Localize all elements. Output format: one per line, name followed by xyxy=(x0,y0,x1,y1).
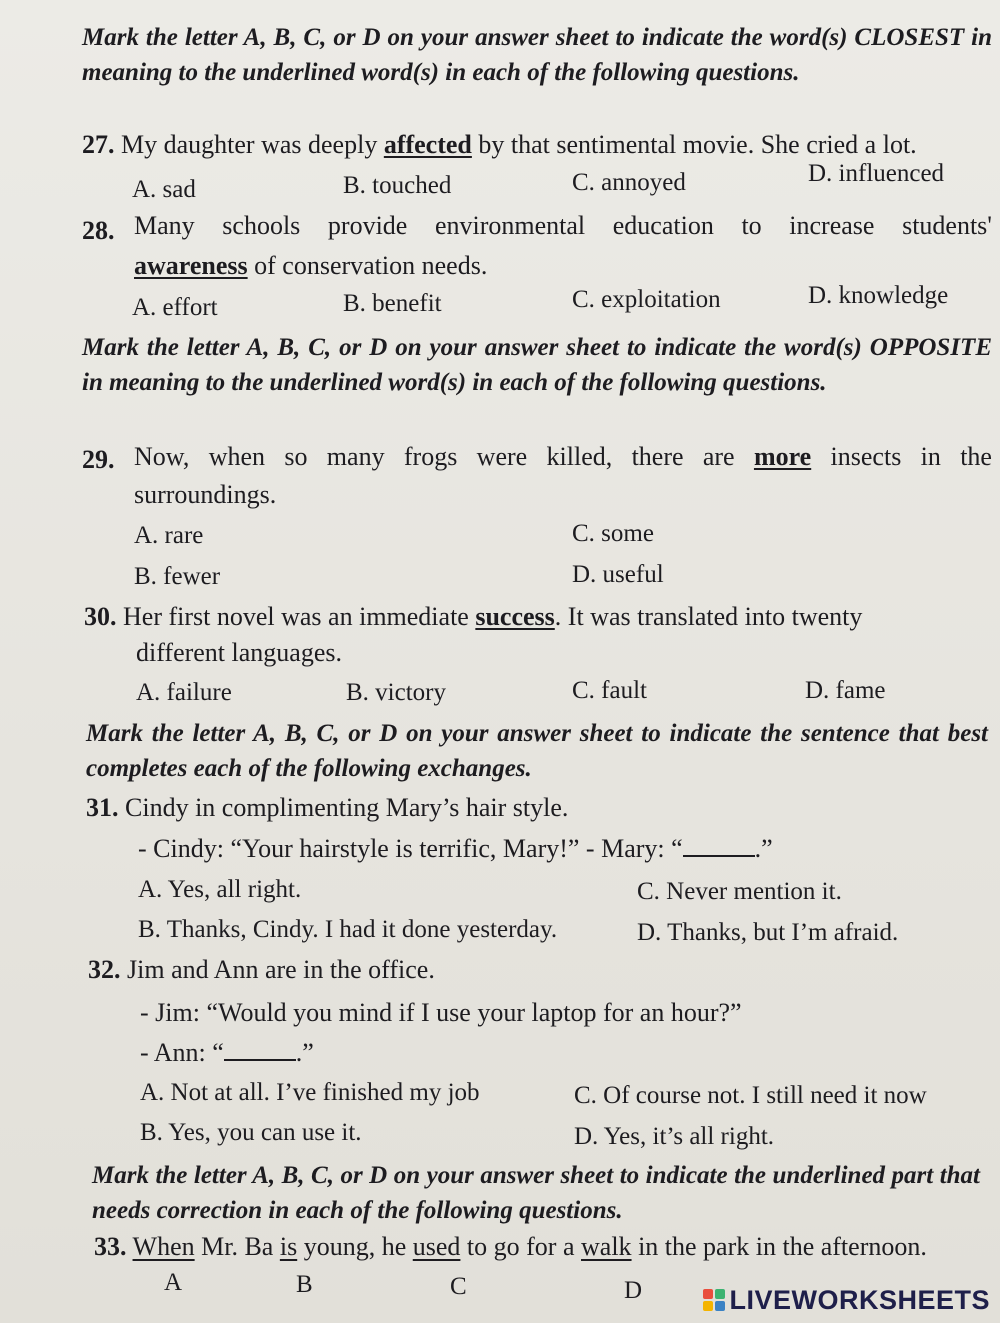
question-number: 28. xyxy=(82,216,115,245)
answer-blank[interactable] xyxy=(683,837,755,857)
liveworksheets-logo-icon xyxy=(703,1289,725,1311)
logo-square xyxy=(703,1289,713,1299)
option-28-d[interactable]: D. knowledge xyxy=(808,282,949,309)
question-text: insects in the xyxy=(811,442,992,471)
option-33-a[interactable]: A xyxy=(164,1269,183,1296)
option-30-b[interactable]: B. victory xyxy=(346,679,446,706)
question-33 xyxy=(94,1230,927,1264)
option-28-b[interactable]: B. benefit xyxy=(343,290,442,317)
option-29-d[interactable]: D. useful xyxy=(572,561,664,588)
option-28-a[interactable]: A. effort xyxy=(132,294,218,321)
question-text: in the park in the afternoon. xyxy=(631,1232,927,1261)
question-29-line-1 xyxy=(134,440,992,474)
question-text: by that sentimental movie. She cried a lot. xyxy=(471,130,917,159)
option-28-c[interactable]: C. exploitation xyxy=(572,286,721,313)
option-30-d[interactable]: D. fame xyxy=(805,677,886,704)
option-31-a[interactable]: A. Yes, all right. xyxy=(138,876,302,903)
option-32-b[interactable]: B. Yes, you can use it. xyxy=(140,1119,362,1146)
question-text: Cindy in complimenting Mary’s hair style. xyxy=(125,793,569,822)
question-text: different languages. xyxy=(136,638,342,667)
underlined-part-a: When xyxy=(132,1232,195,1261)
dialog-jim: - Jim: “Would you mind if I use your laptop for an hour?” xyxy=(140,998,742,1027)
instruction-opposite: Mark the letter A, B, C, or D on your answer sheet to indicate the word(s) OPPOSITE in meaning to the underlined word(s) in each of the following questions. xyxy=(82,334,992,396)
question-text: Many schools provide environmental education to increase students' xyxy=(134,211,992,240)
option-29-a[interactable]: A. rare xyxy=(134,522,204,549)
question-text: to go for a xyxy=(460,1232,582,1261)
option-27-a[interactable]: A. sad xyxy=(132,176,196,203)
option-27-d[interactable]: D. influenced xyxy=(808,160,945,187)
instruction-closest: Mark the letter A, B, C, or D on your answer sheet to indicate the word(s) CLOSEST in meaning to the underlined word(s) in each of the following questions. xyxy=(82,24,992,86)
dialog-text: - Cindy: “Your hairstyle is terrific, Mary!” - Mary: “ xyxy=(138,834,683,863)
underlined-part-b: is xyxy=(279,1232,298,1261)
option-30-a[interactable]: A. failure xyxy=(136,679,232,706)
question-text: Now, when so many frogs were killed, there are xyxy=(134,442,754,471)
instruction-exchanges: Mark the letter A, B, C, or D on your answer sheet to indicate the sentence that best completes each of the following exchanges. xyxy=(86,720,988,782)
option-29-c[interactable]: C. some xyxy=(572,520,654,547)
question-text: . It was translated into twenty xyxy=(554,602,863,631)
logo-square xyxy=(715,1289,725,1299)
answer-blank[interactable] xyxy=(224,1041,296,1061)
liveworksheets-logo-text: LIVEWORKSHEETS xyxy=(729,1284,990,1315)
logo-square xyxy=(715,1301,725,1311)
question-text: young, he xyxy=(297,1232,413,1261)
liveworksheets-logo xyxy=(703,1283,990,1317)
question-31-dialog xyxy=(138,832,773,866)
underlined-word: more xyxy=(753,442,812,471)
underlined-part-d: walk xyxy=(581,1232,632,1261)
dialog-text: .” xyxy=(754,834,773,863)
option-27-b[interactable]: B. touched xyxy=(343,172,452,199)
question-number: 29. xyxy=(82,445,115,474)
question-number: 27. xyxy=(82,130,115,159)
question-text: surroundings. xyxy=(134,480,277,509)
logo-square xyxy=(703,1301,713,1311)
instruction-correction: Mark the letter A, B, C, or D on your answer sheet to indicate the underlined part that needs correction in each of the following questions. xyxy=(92,1162,980,1224)
option-32-a[interactable]: A. Not at all. I’ve finished my job xyxy=(140,1079,480,1106)
option-32-c[interactable]: C. Of course not. I still need it now xyxy=(574,1082,927,1109)
dialog-text: .” xyxy=(295,1038,314,1067)
question-number: 30. xyxy=(84,602,117,631)
question-number: 32. xyxy=(88,955,121,984)
option-33-d[interactable]: D xyxy=(624,1277,643,1304)
option-32-d[interactable]: D. Yes, it’s all right. xyxy=(574,1123,775,1150)
question-text: Her first novel was an immediate xyxy=(123,602,476,631)
question-number: 33. xyxy=(94,1232,127,1261)
question-text: Jim and Ann are in the office. xyxy=(127,955,435,984)
underlined-word: success xyxy=(475,602,555,631)
underlined-word: awareness xyxy=(134,251,248,280)
question-30 xyxy=(84,600,862,634)
underlined-word: affected xyxy=(383,130,472,159)
question-27 xyxy=(82,128,917,162)
question-text: My daughter was deeply xyxy=(121,130,384,159)
option-33-b[interactable]: B xyxy=(296,1271,313,1298)
question-text: Mr. Ba xyxy=(194,1232,280,1261)
question-32 xyxy=(88,953,435,987)
option-31-d[interactable]: D. Thanks, but I’m afraid. xyxy=(637,919,899,946)
option-31-b[interactable]: B. Thanks, Cindy. I had it done yesterday. xyxy=(138,916,558,943)
option-30-c[interactable]: C. fault xyxy=(572,677,647,704)
dialog-text: - Ann: “ xyxy=(140,1038,224,1067)
question-text: of conservation needs. xyxy=(247,251,488,280)
question-31 xyxy=(86,791,568,825)
dialog-ann xyxy=(140,1036,314,1070)
option-33-c[interactable]: C xyxy=(450,1273,467,1300)
question-number: 31. xyxy=(86,793,119,822)
option-27-c[interactable]: C. annoyed xyxy=(572,169,686,196)
underlined-part-c: used xyxy=(412,1232,461,1261)
question-28-line-2 xyxy=(134,249,487,283)
option-29-b[interactable]: B. fewer xyxy=(134,563,221,590)
option-31-c[interactable]: C. Never mention it. xyxy=(637,878,842,905)
question-29 xyxy=(82,443,115,477)
